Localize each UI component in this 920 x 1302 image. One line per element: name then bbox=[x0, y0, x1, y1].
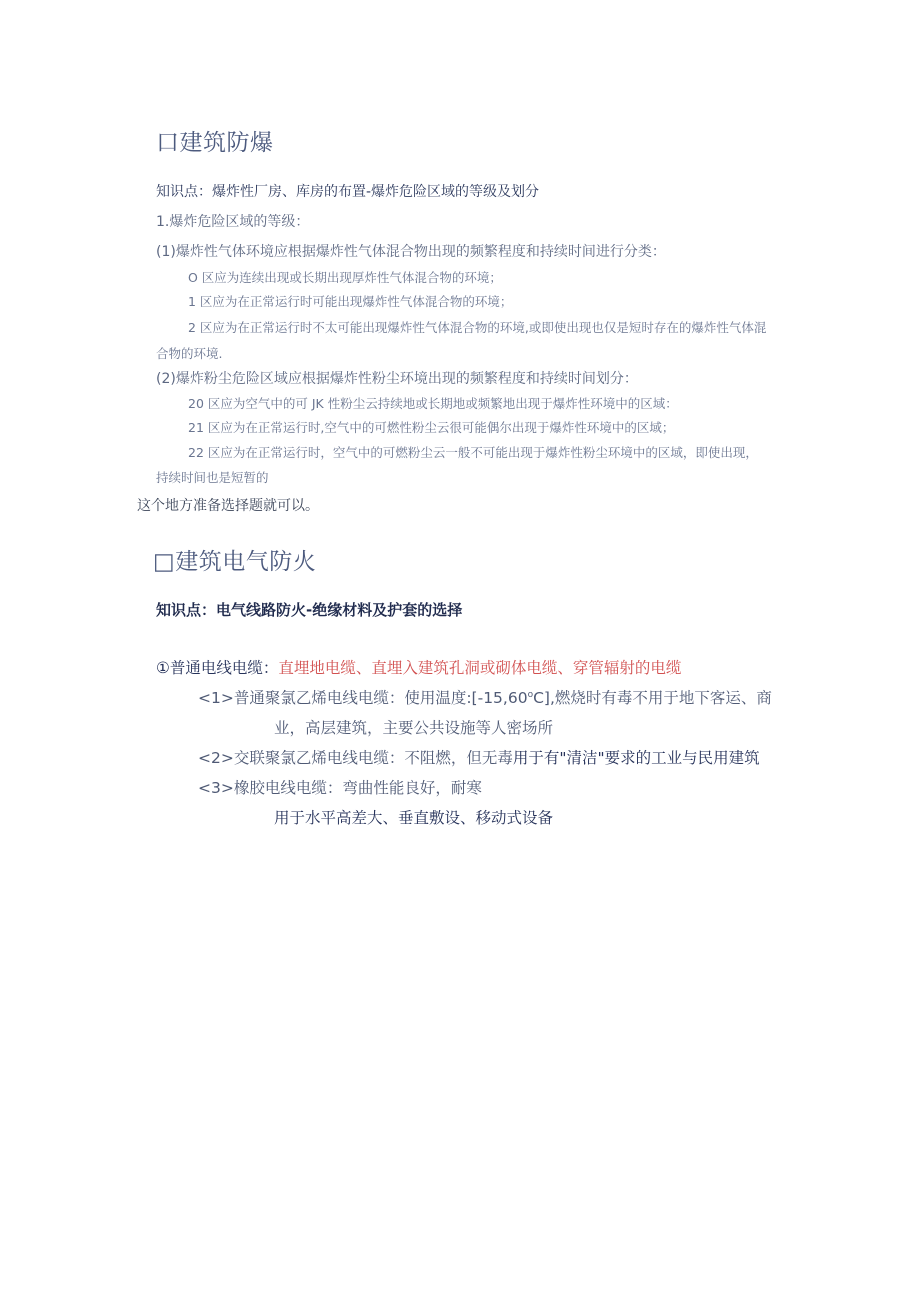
zone-1: 1 区应为在正常运行时可能出现爆炸性气体混合物的环境； bbox=[188, 294, 513, 309]
rubber-cable-line: <3>橡胶电线电缆：弯曲性能良好，耐寒 bbox=[198, 779, 482, 797]
pvc-cable-text-a: <1>普通聚氯乙烯电线电缆：使用温度:[-15,60 bbox=[198, 689, 528, 707]
rubber-cable-usage: 用于水平高差大、垂直敷设、移动式设备 bbox=[274, 809, 554, 827]
section-heading-electrical-fire: □建筑电气防火 bbox=[153, 549, 317, 575]
knowledge-point-1: 知识点：爆炸性厂房、库房的布置-爆炸危险区域的等级及划分 bbox=[156, 184, 540, 200]
degree-sup: o bbox=[527, 689, 534, 700]
zone-21: 21 区应为在正常运行时,空气中的可燃性粉尘云很可能偶尔出现于爆炸性环境中的区域； bbox=[188, 420, 675, 435]
study-note: 这个地方准备选择题就可以。 bbox=[137, 498, 319, 514]
zone-0: O 区应为连续出现或长期出现厚炸性气体混合物的环境； bbox=[188, 270, 502, 285]
zone-2-line2: 合物的环境. bbox=[156, 346, 223, 361]
dust-classification: (2)爆炸粉尘危险区域应根据爆炸性粉尘环境出现的频繁程度和持续时间划分： bbox=[156, 371, 638, 387]
ordinary-cable-types: 直埋地电缆、直埋入建筑孔洞或砌体电缆、穿管辐射的电缆 bbox=[278, 659, 682, 677]
xlpe-cable-text-b: 用于有"清洁"要求的工业与民用建筑 bbox=[512, 749, 760, 767]
zone-22-line2: 持续时间也是短暂的 bbox=[156, 470, 269, 485]
zone-2-line1: 2 区应为在正常运行时不太可能出现爆炸性气体混合物的环境,或即使出现也仅是短时存在的爆炸性气体混 bbox=[188, 320, 767, 335]
knowledge-point-2: 知识点：电气线路防火-绝缘材料及护套的选择 bbox=[156, 601, 463, 619]
zone-20: 20 区应为空气中的可 JK 性粉尘云持续地或长期地或频繁地出现于爆炸性环境中的区域： bbox=[188, 396, 678, 411]
section-heading-explosion-proof: 口建筑防爆 bbox=[156, 130, 274, 156]
item-heading-1: 1.爆炸危险区域的等级： bbox=[156, 214, 310, 230]
pvc-cable-line1 bbox=[198, 686, 772, 708]
pvc-cable-line2: 业，高层建筑，主要公共设施等人密场所 bbox=[274, 719, 554, 737]
gas-classification: (1)爆炸性气体环境应根据爆炸性气体混合物出现的频繁程度和持续时间进行分类： bbox=[156, 244, 666, 260]
zone-22-line1: 22 区应为在正常运行时，空气中的可燃粉尘云一般不可能出现于爆炸性粉尘环境中的区域，即使出现， bbox=[188, 445, 758, 460]
ordinary-cable-line bbox=[156, 656, 681, 678]
pvc-cable-text-b: C],燃烧时有毒不用于地下客运、商 bbox=[533, 689, 772, 707]
xlpe-cable-text-a: <2>交联聚氯乙烯电线电缆：不阻燃，但无毒 bbox=[198, 749, 513, 767]
xlpe-cable-line bbox=[198, 746, 760, 768]
ordinary-cable-label: ①普通电线电缆： bbox=[156, 659, 279, 677]
